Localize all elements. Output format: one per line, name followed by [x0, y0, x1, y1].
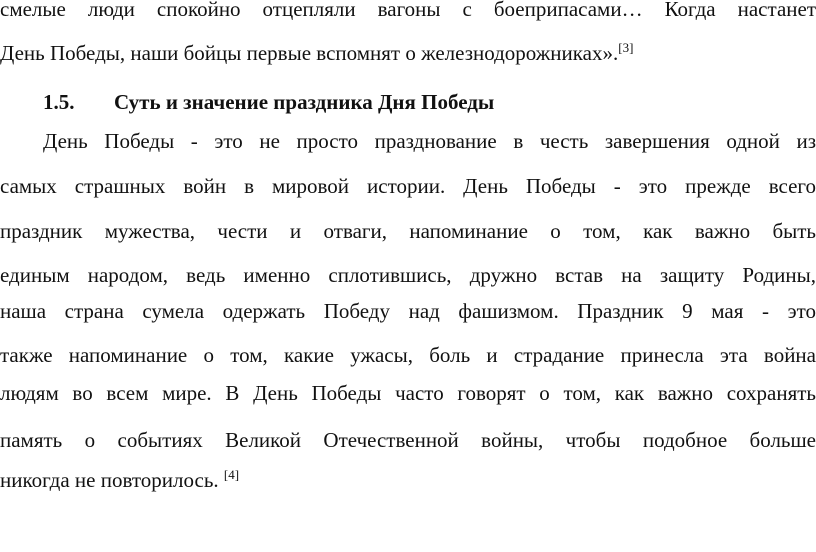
text-line: также напоминание о том, какие ужасы, боль и страдание принесла эта война	[0, 343, 816, 367]
text-line: День Победы, наши бойцы первые вспомнят о железнодорожниках».	[0, 41, 619, 65]
text-line: самых страшных войн в мировой истории. День Победы - это прежде всего	[0, 174, 816, 198]
section-number: 1.5.	[43, 90, 75, 114]
text-line: память о событиях Великой Отечественной войны, чтобы подобное больше	[0, 428, 816, 452]
text-line: праздник мужества, чести и отваги, напоминание о том, как важно быть	[0, 219, 816, 243]
paragraph-line	[0, 126, 816, 156]
citation-ref[interactable]: [4]	[223, 467, 240, 482]
section-title: Суть и значение праздника Дня Победы	[114, 90, 495, 114]
text-line: единым народом, ведь именно сплотившись, дружно встав на защиту Родины,	[0, 263, 816, 287]
paragraph-line	[0, 171, 816, 201]
text-line: День Победы - это не просто празднование в честь завершения одной из	[43, 129, 816, 153]
paragraph-line	[0, 340, 816, 370]
text-line: людям во всем мире. В День Победы часто говорят о том, как важно сохранять	[0, 381, 816, 405]
paragraph-line	[0, 260, 816, 290]
text-line: никогда не повторилось.	[0, 468, 219, 492]
paragraph-line	[0, 378, 816, 408]
text-line: смелые люди спокойно отцепляли вагоны с боеприпасами… Когда настанет	[0, 0, 816, 21]
paragraph-line	[0, 216, 816, 246]
paragraph-line	[0, 425, 816, 455]
text-line: наша страна сумела одержать Победу над фашизмом. Праздник 9 мая - это	[0, 299, 816, 323]
paragraph-line	[0, 296, 816, 326]
paragraph-line	[0, 38, 816, 68]
paragraph-line	[0, 465, 816, 495]
paragraph-line	[0, 0, 816, 24]
citation-ref[interactable]: [3]	[618, 40, 634, 55]
